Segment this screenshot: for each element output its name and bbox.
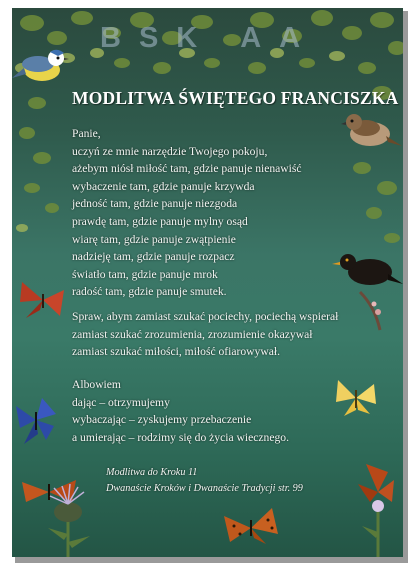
verse-line: radość tam, gdzie panuje smutek. [72, 285, 227, 299]
verse-line: Panie, [72, 127, 101, 140]
butterfly-on-flower-icon [348, 462, 398, 557]
verse-line: uczyń ze mnie narzędzie Twojego pokoju, [72, 144, 268, 158]
prayer-stanza-3 [72, 376, 289, 446]
thistle-flower-icon [38, 484, 98, 557]
watermark: BSK AA [100, 22, 319, 54]
prayer-title: MODLITWA ŚWIĘTEGO FRANCISZKA [72, 88, 399, 108]
red-butterfly-icon [18, 280, 68, 322]
verse-line: światło tam, gdzie panuje mrok [72, 267, 218, 281]
verse-line: dając – otrzymujemy [72, 395, 170, 409]
prayer-stanza-2 [72, 308, 338, 361]
verse-line: Spraw, abym zamiast szukać pociechy, pociechą wspierał [72, 310, 339, 323]
verse-line: wybaczając – zyskujemy przebaczenie [72, 413, 252, 427]
sparrow-bird-icon [340, 106, 402, 158]
blue-tit-bird-icon [12, 44, 70, 88]
blue-butterfly-icon [12, 396, 60, 446]
verse-line: jedność tam, gdzie panuje niezgoda [72, 197, 238, 211]
fritillary-butterfly-icon [222, 506, 280, 546]
source-citation [106, 465, 303, 496]
verse-line: Albowiem [72, 378, 121, 391]
prayer-stanza-1 [72, 125, 302, 301]
verse-line: zamiast szukać zrozumienia, zrozumienie okazywał [72, 327, 313, 341]
source-line: Modlitwa do Kroku 11 [106, 467, 198, 478]
source-line: Dwanaście Kroków i Dwanaście Tradycji str. 99 [106, 482, 303, 494]
verse-line: wiarę tam, gdzie panuje zwątpienie [72, 232, 236, 246]
verse-line: zamiast szukać miłości, miłość ofiarowywał. [72, 345, 280, 359]
yellow-butterfly-icon [334, 376, 378, 418]
verse-line: nadzieję tam, gdzie panuje rozpacz [72, 250, 235, 264]
verse-line: a umierając – rodzimy się do życia wiecznego. [72, 430, 289, 444]
blackbird-icon [330, 242, 403, 332]
verse-line: prawdę tam, gdzie panuje mylny osąd [72, 214, 248, 228]
prayer-poster [12, 8, 403, 557]
verse-line: ażebym niósł miłość tam, gdzie panuje nienawiść [72, 162, 302, 176]
verse-line: wybaczenie tam, gdzie panuje krzywda [72, 179, 255, 193]
